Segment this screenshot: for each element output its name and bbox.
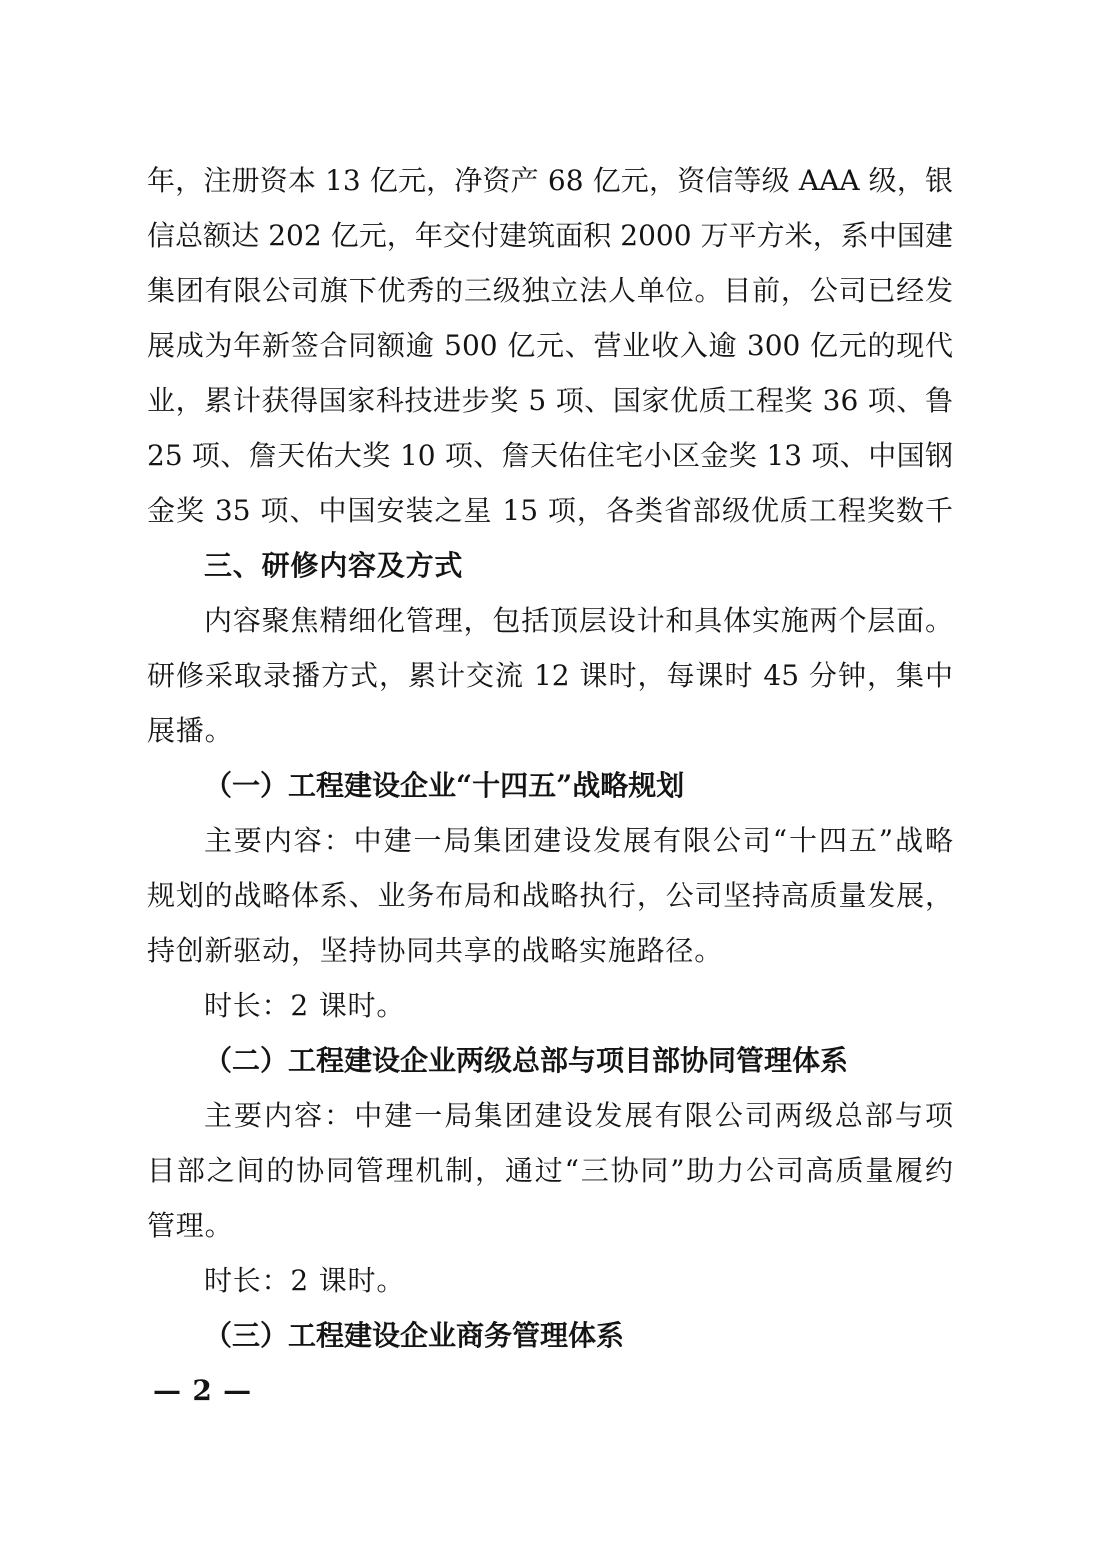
body-line: 年，注册资本 13 亿元，净资产 68 亿元，资信等级 AAA 级，银 xyxy=(147,164,953,197)
subsection-heading: （一）工程建设企业“十四五”战略规划 xyxy=(204,769,685,802)
body-line: 集团有限公司旗下优秀的三级独立法人单位。目前，公司已经发 xyxy=(147,274,953,307)
duration-line: 时长：2 课时。 xyxy=(204,1264,406,1297)
page-number: — 2 — xyxy=(153,1374,252,1407)
body-line: 规划的战略体系、业务布局和战略执行，公司坚持高质量发展， xyxy=(147,879,953,912)
body-line: 主要内容：中建一局集团建设发展有限公司两级总部与项 xyxy=(204,1099,953,1132)
body-line: 管理。 xyxy=(147,1209,234,1242)
section-heading: 三、研修内容及方式 xyxy=(204,549,464,582)
document-body xyxy=(147,153,953,1418)
body-line: 研修采取录播方式，累计交流 12 课时，每课时 45 分钟，集中 xyxy=(147,659,953,692)
course-item-1 xyxy=(147,758,953,1033)
section-overview-paragraph xyxy=(147,593,953,758)
company-intro-paragraph xyxy=(147,153,953,538)
subsection-heading: （二）工程建设企业两级总部与项目部协同管理体系 xyxy=(204,1044,849,1077)
body-line: 信总额达 202 亿元，年交付建筑面积 2000 万平方米，系中国建 xyxy=(147,219,953,252)
body-line: 展成为年新签合同额逾 500 亿元、营业收入逾 300 亿元的现代 xyxy=(147,329,953,362)
body-line: 25 项、詹天佑大奖 10 项、詹天佑住宅小区金奖 13 项、中国钢 xyxy=(147,439,953,472)
course-item-2 xyxy=(147,1033,953,1308)
body-line: 业，累计获得国家科技进步奖 5 项、国家优质工程奖 36 项、鲁 xyxy=(147,384,953,417)
duration-line: 时长：2 课时。 xyxy=(204,989,406,1022)
body-line: 主要内容：中建一局集团建设发展有限公司“十四五”战略 xyxy=(204,824,953,857)
body-line: 目部之间的协同管理机制，通过“三协同”助力公司高质量履约 xyxy=(147,1154,953,1187)
body-line: 展播。 xyxy=(147,714,234,747)
course-item-3 xyxy=(147,1308,953,1363)
body-line: 持创新驱动，坚持协同共享的战略实施路径。 xyxy=(147,934,724,967)
body-line: 金奖 35 项、中国安装之星 15 项，各类省部级优质工程奖数千 xyxy=(147,494,953,527)
subsection-heading: （三）工程建设企业商务管理体系 xyxy=(204,1319,625,1352)
body-line: 内容聚焦精细化管理，包括顶层设计和具体实施两个层面。 xyxy=(204,604,953,637)
